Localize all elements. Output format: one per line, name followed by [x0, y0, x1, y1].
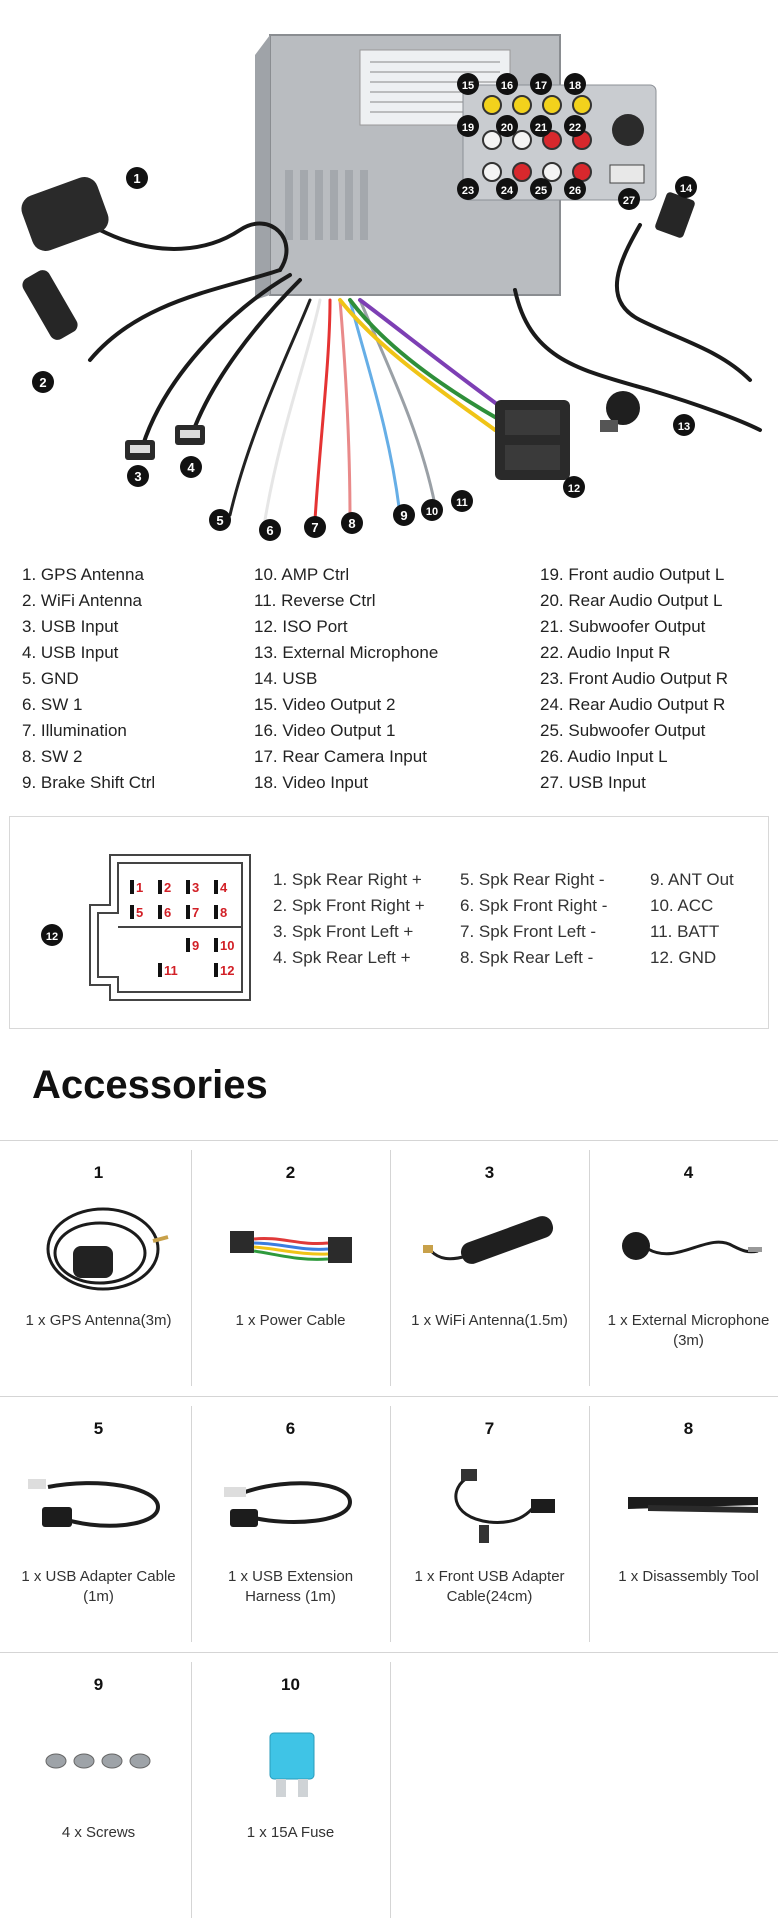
callout-13	[673, 414, 695, 436]
svg-text:13: 13	[677, 421, 691, 433]
callout-10	[421, 499, 443, 521]
legend-item: 18. Video Input	[254, 773, 369, 792]
accessory-label: 1 x USB Adapter Cable (1m)	[21, 1568, 176, 1605]
legend-item: 21. Subwoofer Output	[540, 617, 706, 636]
iso-pin-label: 7	[192, 905, 200, 920]
accessory-number: 8	[683, 1419, 694, 1438]
svg-text:27: 27	[622, 195, 636, 207]
legend-column-3	[540, 562, 728, 796]
iso-pin-item: 8. Spk Rear Left -	[460, 948, 594, 967]
svg-text:24: 24	[500, 185, 514, 197]
svg-text:23: 23	[461, 185, 475, 197]
svg-text:26: 26	[568, 185, 582, 197]
callout-18	[564, 73, 586, 95]
svg-text:22: 22	[568, 122, 582, 134]
iso-pin-item: 10. ACC	[650, 896, 714, 915]
legend-item: 11. Reverse Ctrl	[254, 591, 376, 610]
accessory-label: 1 x WiFi Antenna(1.5m)	[411, 1312, 568, 1329]
usb-input-icons	[125, 425, 205, 460]
callout-9	[393, 504, 415, 526]
power-cable-icon	[210, 1191, 370, 1301]
accessory-number: 9	[93, 1675, 104, 1694]
callout-17	[530, 73, 552, 95]
iso-pin-label: 12	[220, 963, 235, 978]
legend-item: 12. ISO Port	[254, 617, 348, 636]
accessory-number: 3	[484, 1163, 495, 1182]
iso-pin-label: 11	[164, 963, 178, 978]
callout-16	[496, 73, 518, 95]
iso-pin-label: 1	[136, 880, 144, 895]
iso-pin-label: 10	[220, 938, 235, 953]
legend-item: 8. SW 2	[22, 747, 83, 766]
accessory-label: 1 x 15A Fuse	[246, 1824, 335, 1841]
iso-pin-item: 7. Spk Front Left -	[460, 922, 597, 941]
wiring-diagram	[0, 0, 778, 545]
legend-item: 26. Audio Input L	[540, 747, 668, 766]
legend-item: 14. USB	[254, 669, 318, 688]
svg-text:21: 21	[534, 122, 548, 134]
accessories-heading: Accessories	[32, 1063, 268, 1107]
iso-pin-item: 11. BATT	[650, 922, 720, 941]
accessory-number: 10	[281, 1675, 300, 1694]
svg-text:17: 17	[534, 80, 548, 92]
legend-column-1	[22, 562, 155, 796]
svg-text:3: 3	[134, 469, 142, 484]
rca-panel	[463, 85, 656, 200]
accessory-label: 1 x Front USB Adapter Cable(24cm)	[414, 1568, 565, 1605]
callout-26	[564, 178, 586, 200]
legend-item: 7. Illumination	[22, 721, 127, 740]
callout-1	[126, 167, 148, 189]
iso-connector-icon	[495, 400, 570, 480]
legend-item: 10. AMP Ctrl	[254, 565, 350, 584]
legend-item: 25. Subwoofer Output	[540, 721, 706, 740]
iso-pin-item: 6. Spk Front Right -	[460, 896, 608, 915]
accessory-label: 1 x External Microphone (3m)	[607, 1312, 770, 1349]
legend-item: 6. SW 1	[22, 695, 83, 714]
legend-item: 19. Front audio Output L	[540, 565, 725, 584]
iso-pin-item: 4. Spk Rear Left +	[273, 948, 411, 967]
callout-3	[127, 465, 149, 487]
svg-text:15: 15	[461, 80, 475, 92]
microphone-icon	[608, 1191, 768, 1301]
accessory-number: 2	[285, 1163, 296, 1182]
svg-text:6: 6	[266, 523, 274, 538]
svg-text:2: 2	[39, 375, 47, 390]
callout-15	[457, 73, 479, 95]
legend-column-2	[254, 562, 438, 796]
callout-5	[209, 509, 231, 531]
accessory-card	[590, 1397, 778, 1635]
svg-text:18: 18	[568, 80, 582, 92]
iso-pin-item: 2. Spk Front Right +	[273, 896, 425, 915]
iso-pin-label: 5	[136, 905, 144, 920]
microphone-icon	[600, 391, 640, 432]
svg-text:11: 11	[456, 497, 468, 509]
legend-item: 5. GND	[22, 669, 79, 688]
legend-item: 22. Audio Input R	[540, 643, 671, 662]
callout-24	[496, 178, 518, 200]
legend-item: 20. Rear Audio Output L	[540, 591, 723, 610]
iso-pin-label: 8	[220, 905, 228, 920]
svg-text:25: 25	[534, 185, 548, 197]
callout-4	[180, 456, 202, 478]
legend-item: 27. USB Input	[540, 773, 646, 792]
legend-item: 16. Video Output 1	[254, 721, 396, 740]
gps-antenna-icon	[17, 173, 112, 255]
svg-text:8: 8	[348, 516, 356, 531]
legend-item: 2. WiFi Antenna	[22, 591, 143, 610]
iso-column-3	[650, 867, 734, 971]
fuse-icon	[210, 1703, 370, 1813]
callout-7	[304, 516, 326, 538]
accessory-card	[0, 1653, 197, 1891]
front-usb-icon	[409, 1447, 569, 1557]
svg-text:14: 14	[679, 183, 693, 195]
accessory-card	[192, 1397, 389, 1635]
wifi-antenna-icon	[409, 1191, 569, 1301]
iso-pin-item: 1. Spk Rear Right +	[273, 870, 422, 889]
iso-pin-item: 5. Spk Rear Right -	[460, 870, 605, 889]
callout-14	[675, 176, 697, 198]
legend-item: 4. USB Input	[22, 643, 119, 662]
svg-text:20: 20	[500, 122, 514, 134]
callout-12	[563, 476, 585, 498]
callout-6	[259, 519, 281, 541]
legend-item: 24. Rear Audio Output R	[540, 695, 726, 714]
callout-2	[32, 371, 54, 393]
callout-25	[530, 178, 552, 200]
svg-text:16: 16	[500, 80, 514, 92]
iso-pin-item: 3. Spk Front Left +	[273, 922, 414, 941]
svg-text:1: 1	[133, 171, 141, 186]
legend-item: 9. Brake Shift Ctrl	[22, 773, 156, 792]
accessory-number: 4	[683, 1163, 694, 1182]
legend-item: 17. Rear Camera Input	[254, 747, 427, 766]
iso-pinout-panel	[9, 816, 769, 1029]
usb-extension-icon	[210, 1447, 370, 1557]
accessory-card	[391, 1397, 588, 1635]
disassembly-tool-icon	[608, 1447, 768, 1557]
accessory-number: 1	[93, 1163, 104, 1182]
callout-11	[451, 490, 473, 512]
divider	[390, 1662, 391, 1918]
accessory-number: 7	[484, 1419, 495, 1438]
callout-8	[341, 512, 363, 534]
svg-text:9: 9	[400, 508, 408, 523]
screws-icon	[18, 1703, 178, 1813]
svg-text:5: 5	[216, 513, 224, 528]
iso-column-1	[273, 867, 425, 971]
usb-port-icon	[654, 191, 696, 239]
wifi-antenna-icon	[20, 267, 81, 343]
legend-item: 15. Video Output 2	[254, 695, 396, 714]
iso-pin-label: 4	[220, 880, 228, 895]
accessory-card	[0, 1397, 197, 1635]
callout-19	[457, 115, 479, 137]
iso-column-2	[460, 867, 607, 971]
legend-item: 13. External Microphone	[254, 643, 439, 662]
svg-text:10: 10	[425, 506, 439, 518]
iso-pin-label: 2	[164, 880, 172, 895]
accessory-number: 6	[285, 1419, 296, 1438]
iso-pin-label: 6	[164, 905, 172, 920]
usb-adapter-icon	[18, 1447, 178, 1557]
accessory-card	[391, 1141, 588, 1379]
iso-pin-label: 9	[192, 938, 200, 953]
callout-20	[496, 115, 518, 137]
iso-pinout-graphic	[30, 835, 260, 1015]
accessory-label: 4 x Screws	[61, 1824, 136, 1841]
legend-item: 1. GPS Antenna	[22, 565, 144, 584]
legend-item: 3. USB Input	[22, 617, 119, 636]
svg-text:19: 19	[461, 122, 475, 134]
iso-pin-item: 9. ANT Out	[650, 870, 734, 889]
accessory-label: 1 x Disassembly Tool	[618, 1568, 759, 1585]
svg-text:12: 12	[45, 931, 59, 943]
legend-item: 23. Front Audio Output R	[540, 669, 729, 688]
iso-pin-label: 3	[192, 880, 200, 895]
svg-text:12: 12	[567, 483, 581, 495]
iso-pin-item: 12. GND	[650, 948, 717, 967]
iso-badge	[41, 924, 63, 946]
accessory-card	[192, 1653, 389, 1891]
accessory-label: 1 x Power Cable	[235, 1312, 346, 1329]
accessory-card	[192, 1141, 389, 1379]
callout-22	[564, 115, 586, 137]
accessory-number: 5	[93, 1419, 104, 1438]
callout-21	[530, 115, 552, 137]
callout-23	[457, 178, 479, 200]
accessory-card	[590, 1141, 778, 1379]
accessory-card	[0, 1141, 197, 1379]
gps-antenna-icon	[18, 1191, 178, 1301]
svg-text:4: 4	[187, 460, 195, 475]
accessory-label: 1 x GPS Antenna(3m)	[25, 1312, 172, 1329]
svg-text:7: 7	[311, 520, 319, 535]
accessory-label: 1 x USB Extension Harness (1m)	[227, 1568, 354, 1605]
callout-27	[618, 188, 640, 210]
